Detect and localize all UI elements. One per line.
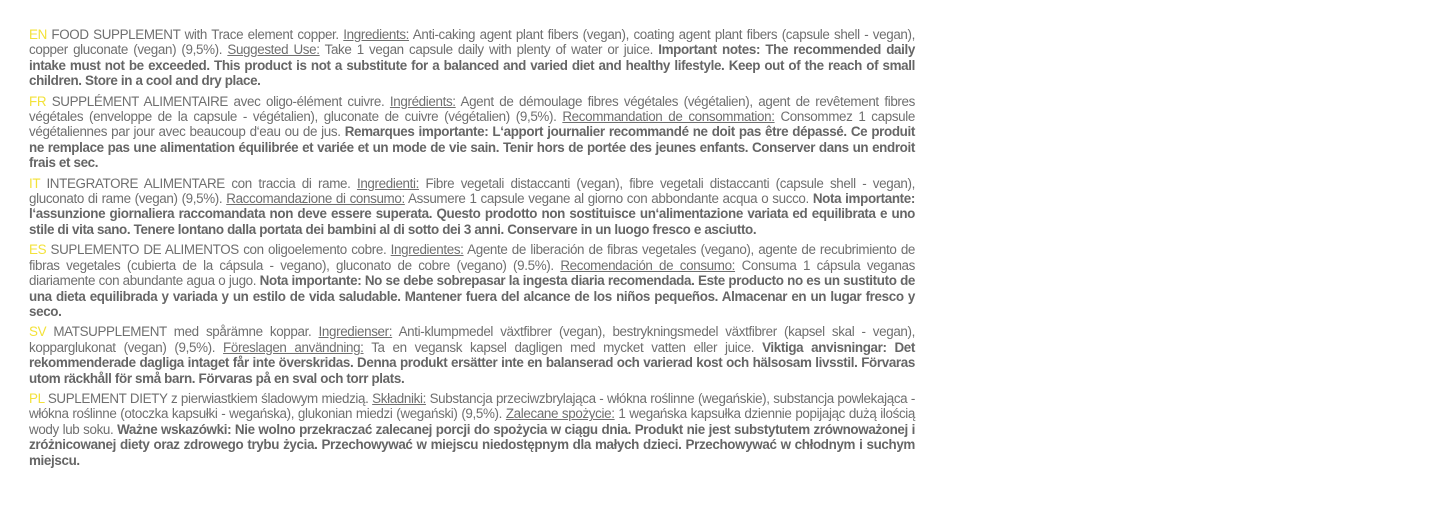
product-heading: SUPPLÉMENT ALIMENTAIRE [51, 93, 228, 109]
suggested-use-label: Föreslagen användning: [223, 339, 364, 355]
important-notes: Nota importante: l‘assunzione giornaliera raccomandata non deve essere superata. Questo prodotto non sostituisce un‘alimentazione variata ed equilibrata e uno stile di vita sano. Tenere lontano dalla portata dei bambini al di sotto dei 3 anni. Conservare in un luogo fresco e asciutto. [29, 191, 915, 237]
ingredients-label: Ingrédients: [389, 93, 456, 109]
ingredients-text: Agent de démoulage fibres végétales (végétalien), agent de revêtement fibres végétales (enveloppe de la capsule - végétalien), gluconate de cuivre (végétalien) (9,5%). [29, 93, 915, 125]
lang-code: EN [29, 27, 47, 42]
suggested-use-label: Raccomandazione di consumo: [226, 191, 405, 207]
ingredients-text: Fibre vegetali distaccanti (vegan), fibre vegetali distaccanti (capsule shell - vegan), gluconato di rame (vegan) (9,5%). [29, 175, 915, 207]
product-intro: con oligoelemento cobre. [238, 242, 391, 258]
suggested-use-text: Consuma 1 cápsula veganas diariamente con abundante agua o jugo. [29, 257, 915, 289]
important-notes: Important notes: The recommended daily intake must not be exceeded. This product is not a substitute for a balanced and varied diet and healthy lifestyle. Keep out of the reach of small children. Store in a cool and dry place. [29, 42, 915, 89]
ingredients-label: Składniki: [372, 390, 426, 406]
suggested-use-text: Consommez 1 capsule végétaliennes par jour avec beaucoup d‘eau ou de jus. [29, 109, 915, 140]
product-heading: INTEGRATORE ALIMENTARE [46, 175, 225, 191]
lang-block-en [29, 27, 915, 89]
product-intro: med spårämne koppar. [166, 324, 319, 340]
product-intro: avec oligo-élément cuivre. [228, 93, 390, 109]
lang-code: ES [29, 242, 47, 258]
lang-block-pl [29, 391, 915, 468]
product-heading: SUPLEMENT DIETY [47, 390, 168, 406]
ingredients-label: Ingredientes: [390, 242, 464, 258]
important-notes: Ważne wskazówki: Nie wolno przekraczać zalecanej porcji do spożycia w ciągu dnia. Produkt nie jest substytutem zrównoważonej i zróżnicowanej diety oraz zdrowego trybu życia. Przechowywać w miejscu niedostępnym dla małych dzieci. Przechowywać w chłodnym i suchym miejscu. [29, 421, 915, 468]
supplement-label-text [29, 27, 915, 473]
lang-block-sv [29, 324, 915, 386]
product-intro: con traccia di rame. [224, 175, 357, 191]
suggested-use-label: Suggested Use: [227, 42, 320, 58]
ingredients-label: Ingredients: [343, 27, 410, 42]
suggested-use-label: Recomendación de consumo: [560, 257, 736, 273]
important-notes: Nota importante: No se debe sobrepasar la ingesta diaria recomendada. Este producto no es un sustituto de una dieta equilibrada y variada y un estilo de vida saludable. Mantener fuera del alcance de los niños pequeños. Almacenar en un lugar fresco y seco. [29, 273, 915, 319]
important-notes: Viktiga anvisningar: Det rekommenderade dagliga intaget får inte överskridas. Denna produkt ersätter inte en balanserad och varierad kost och hälsosam livsstil. Förvaras utom räckhåll för små barn. Förvaras på en sval och torr plats. [29, 339, 916, 386]
lang-block-it [29, 176, 915, 238]
suggested-use-text: 1 wegańska kapsułka dziennie popijając dużą ilością wody lub soku. [29, 406, 916, 437]
ingredients-text: Substancja przeciwzbrylająca - włókna roślinne (wegańskie), substancja powlekająca - włókna roślinne (otoczka kapsułki - wegańska), glukonian miedzi (wegański) (9,5%). [29, 390, 915, 422]
ingredients-text: Anti-caking agent plant fibers (vegan), coating agent plant fibers (capsule shell - vegan), copper gluconate (vegan) (9,5%). [29, 27, 916, 58]
lang-code: SV [29, 324, 47, 340]
product-heading: MATSUPPLEMENT [53, 324, 167, 340]
lang-block-fr [29, 94, 915, 171]
ingredients-label: Ingredienti: [356, 175, 420, 191]
product-intro: z pierwiastkiem śladowym miedzią. [167, 390, 373, 406]
ingredients-text: Agente de liberación de fibras vegetales (vegano), agente de recubrimiento de fibras vegetales (cubierta de la cápsula - vegano), gluconato de cobre (vegano) (9.5%). [29, 242, 916, 273]
lang-block-es [29, 242, 915, 319]
product-heading: SUPLEMENTO DE ALIMENTOS [50, 242, 239, 258]
ingredients-text: Anti-klumpmedel växtfibrer (vegan), bestrykningsmedel växtfibrer (kapsel skal - vegan), kopparglukonat (vegan) (9,5%). [29, 324, 916, 355]
lang-code: FR [29, 93, 47, 109]
suggested-use-label: Zalecane spożycie: [505, 406, 615, 422]
suggested-use-text: Take 1 vegan capsule daily with plenty of water or juice. [319, 42, 659, 58]
suggested-use-text: Assumere 1 capsule vegane al giorno con abbondante acqua o succo. [404, 191, 813, 207]
suggested-use-label: Recommandation de consommation: [562, 109, 775, 125]
suggested-use-text: Ta en vegansk kapsel dagligen med mycket vatten eller juice. [363, 339, 763, 355]
important-notes: Remarques importante: L‘apport journalier recommandé ne doit pas être dépassé. Ce produit ne remplace pas une alimentation équilibrée et variée et un mode de vie sain. Tenir hors de portée des jeunes enfants. Conserver dans un endroit frais et sec. [29, 124, 915, 171]
ingredients-label: Ingredienser: [318, 324, 393, 340]
product-heading: FOOD SUPPLEMENT [51, 27, 181, 42]
lang-code: PL [29, 390, 45, 406]
product-intro: with Trace element copper. [180, 27, 344, 42]
lang-code: IT [29, 175, 40, 191]
